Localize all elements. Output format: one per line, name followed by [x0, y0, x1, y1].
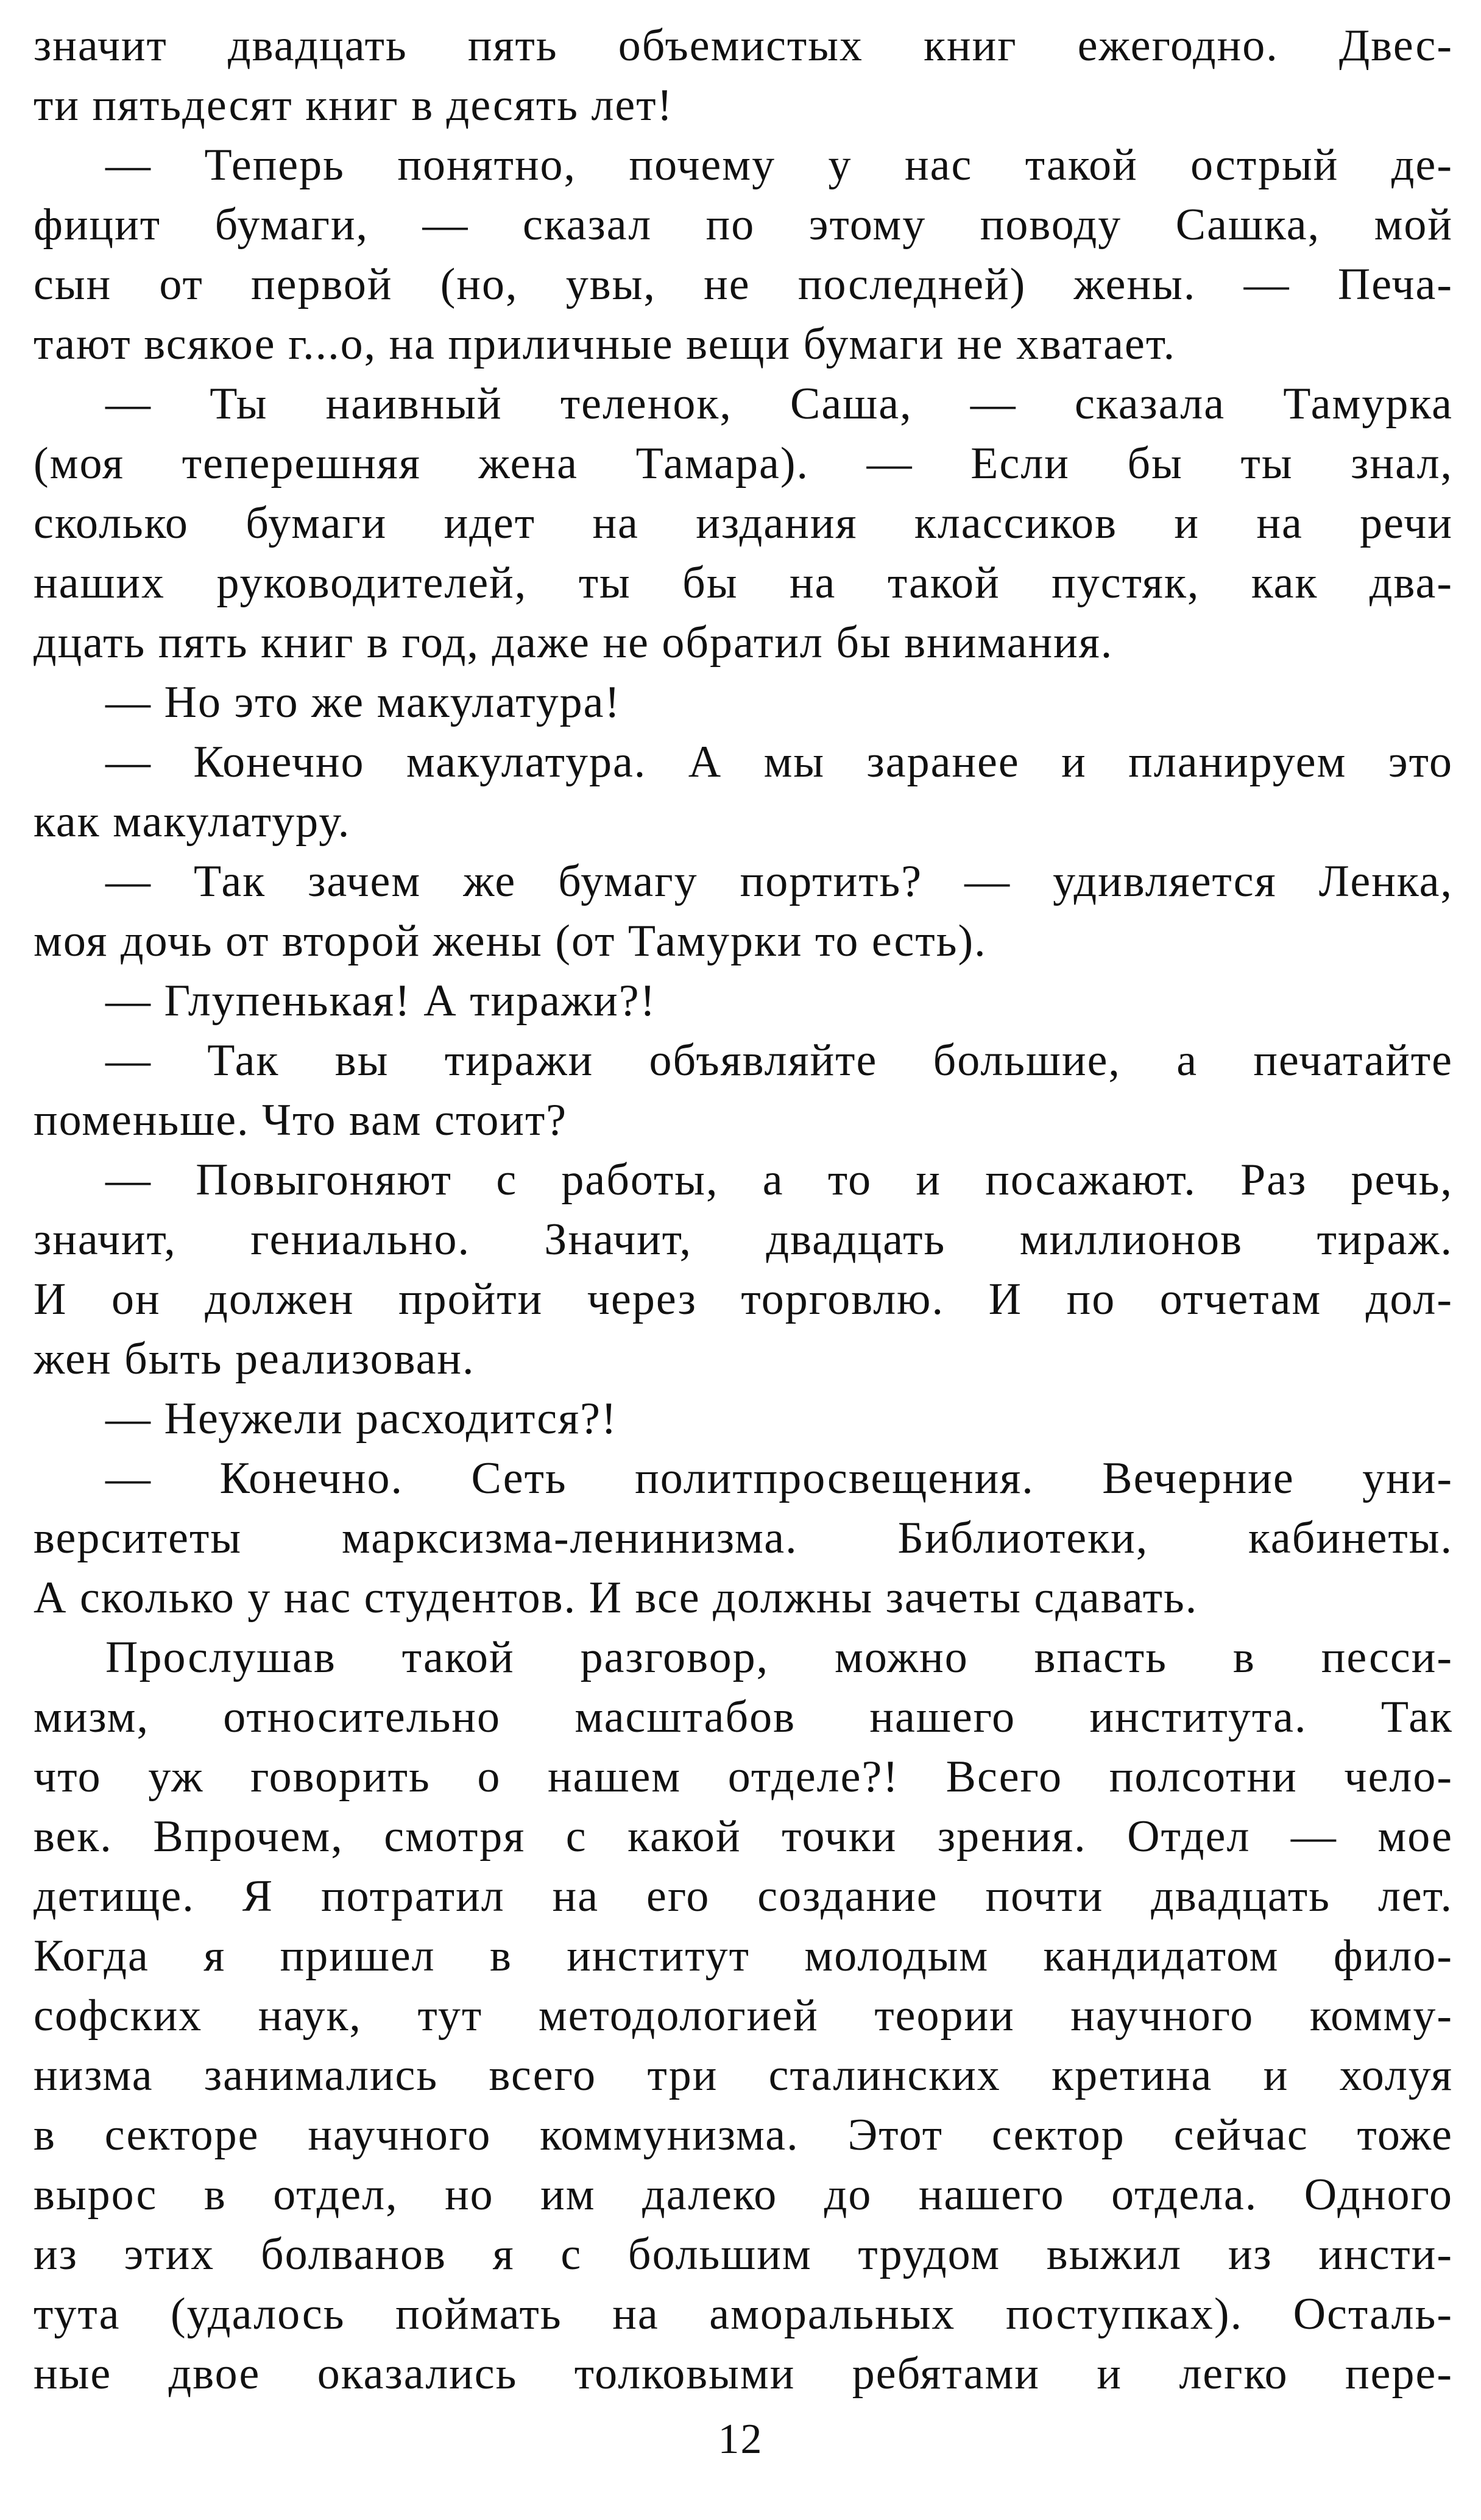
text-line: поменьше. Что вам стоит? [34, 1095, 568, 1145]
text-line: — Конечно. Сеть политпросвещения. Вечерние уни- [105, 1453, 1453, 1503]
text-line: верситеты марксизма-ленинизма. Библиотеки, кабинеты. [34, 1513, 1453, 1563]
text-line: дцать пять книг в год, даже не обратил бы внимания. [34, 618, 1114, 668]
text-line: тают всякое г...о, на приличные вещи бумаги не хватает. [34, 319, 1176, 369]
text-line: вырос в отдел, но им далеко до нашего отдела. Одного [34, 2170, 1453, 2220]
text-line: (моя теперешняя жена Тамара). — Если бы ты знал, [34, 439, 1453, 489]
text-line: — Ты наивный теленок, Саша, — сказала Тамурка [105, 379, 1453, 429]
text-line: сын от первой (но, увы, не последней) жены. — Печа- [34, 259, 1453, 309]
text-line: низма занимались всего три сталинских кретина и холуя [34, 2050, 1453, 2100]
text-line: наших руководителей, ты бы на такой пустяк, как два- [34, 558, 1453, 608]
text-line: — Так вы тиражи объявляйте большие, а печатайте [105, 1036, 1453, 1085]
text-line: мизм, относительно масштабов нашего института. Так [34, 1692, 1453, 1742]
text-line: значит, гениально. Значит, двадцать миллионов тираж. [34, 1215, 1453, 1265]
text-line: моя дочь от второй жены (от Тамурки то есть). [34, 916, 987, 966]
text-line: детище. Я потратил на его создание почти двадцать лет. [34, 1871, 1453, 1921]
text-line: жен быть реализован. [34, 1334, 475, 1384]
text-line: что уж говорить о нашем отделе?! Всего полсотни чело- [34, 1752, 1453, 1802]
text-line: из этих болванов я с большим трудом выжил из инсти- [34, 2229, 1453, 2279]
text-line: А сколько у нас студентов. И все должны зачеты сдавать. [34, 1573, 1198, 1623]
text-line: — Но это же макулатура! [105, 677, 621, 727]
text-line: — Глупенькая! А тиражи?! [105, 976, 657, 1026]
text-line: — Теперь понятно, почему у нас такой острый де- [105, 140, 1453, 190]
text-line: сколько бумаги идет на издания классиков и на речи [34, 498, 1453, 548]
page-number: 12 [718, 2416, 763, 2463]
text-line: Прослушав такой разговор, можно впасть в песси- [105, 1632, 1453, 1682]
text-line: — Повыгоняют с работы, а то и посажают. Раз речь, [105, 1155, 1453, 1205]
text-line: Когда я пришел в институт молодым кандидатом фило- [34, 1931, 1453, 1981]
text-line: век. Впрочем, смотря с какой точки зрения. Отдел — мое [34, 1812, 1453, 1862]
text-line: софских наук, тут методологией теории научного комму- [34, 1991, 1453, 2041]
text-line: тута (удалось поймать на аморальных поступках). Осталь- [34, 2289, 1453, 2339]
text-line: как макулатуру. [34, 797, 351, 847]
page-text [34, 16, 1453, 2404]
text-line: значит двадцать пять объемистых книг ежегодно. Двес- [34, 21, 1453, 71]
text-line: — Неужели расходится?! [105, 1394, 618, 1444]
text-line: И он должен пройти через торговлю. И по отчетам дол- [34, 1274, 1453, 1324]
text-line: — Так зачем же бумагу портить? — удивляется Ленка, [105, 856, 1453, 906]
text-line: в секторе научного коммунизма. Этот сектор сейчас тоже [34, 2110, 1453, 2160]
text-line: ные двое оказались толковыми ребятами и легко пере- [34, 2349, 1453, 2399]
text-line: — Конечно макулатура. А мы заранее и планируем это [105, 737, 1453, 787]
text-line: ти пятьдесят книг в десять лет! [34, 80, 674, 130]
text-line: фицит бумаги, — сказал по этому поводу Сашка, мой [34, 200, 1453, 250]
